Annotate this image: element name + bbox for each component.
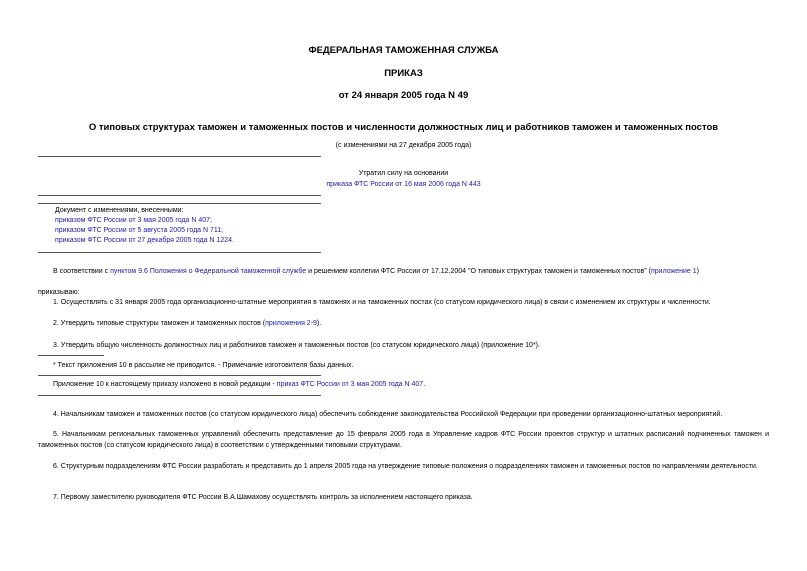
amendments-block xyxy=(55,206,234,246)
item-3: 3. Утвердить общую численность должностных лиц и работников таможен и таможенных постов (со статусом юридического лица) (приложение 10*). xyxy=(53,342,540,349)
divider xyxy=(38,395,321,396)
item-2 xyxy=(53,318,773,329)
preamble-text: ) xyxy=(696,268,699,275)
agency-name: ФЕДЕРАЛЬНАЯ ТАМОЖЕННАЯ СЛУЖБА xyxy=(308,45,499,56)
edit-note-text: Приложение 10 к настоящему приказу изложено в новой редакции - xyxy=(53,381,277,388)
divider xyxy=(38,252,321,253)
regulation-link[interactable]: пунктом 9.6 Положения о Федеральной таможенной службе xyxy=(110,268,307,275)
preamble-text: и решением коллегии ФТС России от 17.12.2004 "О типовых структурах таможен и таможенных постов" ( xyxy=(306,268,651,275)
divider xyxy=(38,375,321,376)
order-word: приказываю: xyxy=(38,289,80,296)
item-1: 1. Осуществлять с 31 января 2005 года организационно-штатные мероприятия в таможнях и на таможенных постах (со статусом юридического лица) в связи с изменением их структуры и численности. xyxy=(53,299,711,306)
edit-note-text: . xyxy=(423,381,426,388)
status-link[interactable]: приказа ФТС России от 16 мая 2006 года N 443 xyxy=(326,181,481,188)
item-6: 6. Структурным подразделениям ФТС России разработать и представить до 1 апреля 2005 года на утверждение типовые положения о подразделениях таможен и таможенных постов по направлениям деятельности. xyxy=(53,463,758,470)
appendices-2-9-link[interactable]: приложения 2-9 xyxy=(265,320,317,327)
item-5: 5. Начальникам региональных таможенных управлений обеспечить представление до 15 февраля 2005 года в Управление кадров ФТС России проектов структур и штатных расписаний подчиненных таможен и таможенных постов (со статусом юридического лица) в соответствии с утвержденными типовыми структурами. xyxy=(38,431,769,449)
preamble-text: В соответствии с xyxy=(53,268,111,275)
appendix-1-link[interactable]: приложение 1 xyxy=(651,268,697,275)
item-7: 7. Первому заместителю руководителя ФТС России В.А.Шамахову осуществлять контроль за исполнением настоящего приказа. xyxy=(53,494,473,501)
item-4: 4. Начальникам таможен и таможенных постов (со статусом юридического лица) обеспечить соблюдение законодательства Российской Федерации при проведении организационно-штатных мероприятий. xyxy=(53,411,723,418)
divider xyxy=(38,195,321,196)
divider xyxy=(38,156,321,157)
edit-note xyxy=(53,379,773,390)
document-type: ПРИКАЗ xyxy=(384,68,423,79)
amendment-link-1[interactable]: приказом ФТС России от 3 мая 2005 года N 407; xyxy=(55,217,213,224)
amendment-link-2[interactable]: приказом ФТС России от 5 августа 2005 года N 711; xyxy=(55,227,224,234)
document-title: О типовых структурах таможен и таможенных постов и численности должностных лиц и работников таможен и таможенных постов xyxy=(88,122,719,133)
divider xyxy=(38,203,321,204)
status-text: Утратил силу на основании xyxy=(358,170,449,177)
item-2-text: 2. Утвердить типовые структуры таможен и таможенных постов ( xyxy=(53,320,266,327)
item-2-text: ). xyxy=(316,320,322,327)
changes-note: (с изменениями на 27 декабря 2005 года) xyxy=(335,142,472,149)
edit-note-link[interactable]: приказ ФТС России от 3 мая 2005 года N 407 xyxy=(276,381,424,388)
preamble xyxy=(53,266,773,277)
amendment-link-3[interactable]: приказом ФТС России от 27 декабря 2005 года N 1224. xyxy=(55,237,234,244)
amendments-intro: Документ с изменениями, внесенными: xyxy=(55,207,184,214)
document-date: от 24 января 2005 года N 49 xyxy=(338,90,469,101)
footnote-divider xyxy=(38,355,104,356)
footnote: * Текст приложения 10 в рассылке не приводится. - Примечание изготовителя базы данных. xyxy=(53,362,354,369)
